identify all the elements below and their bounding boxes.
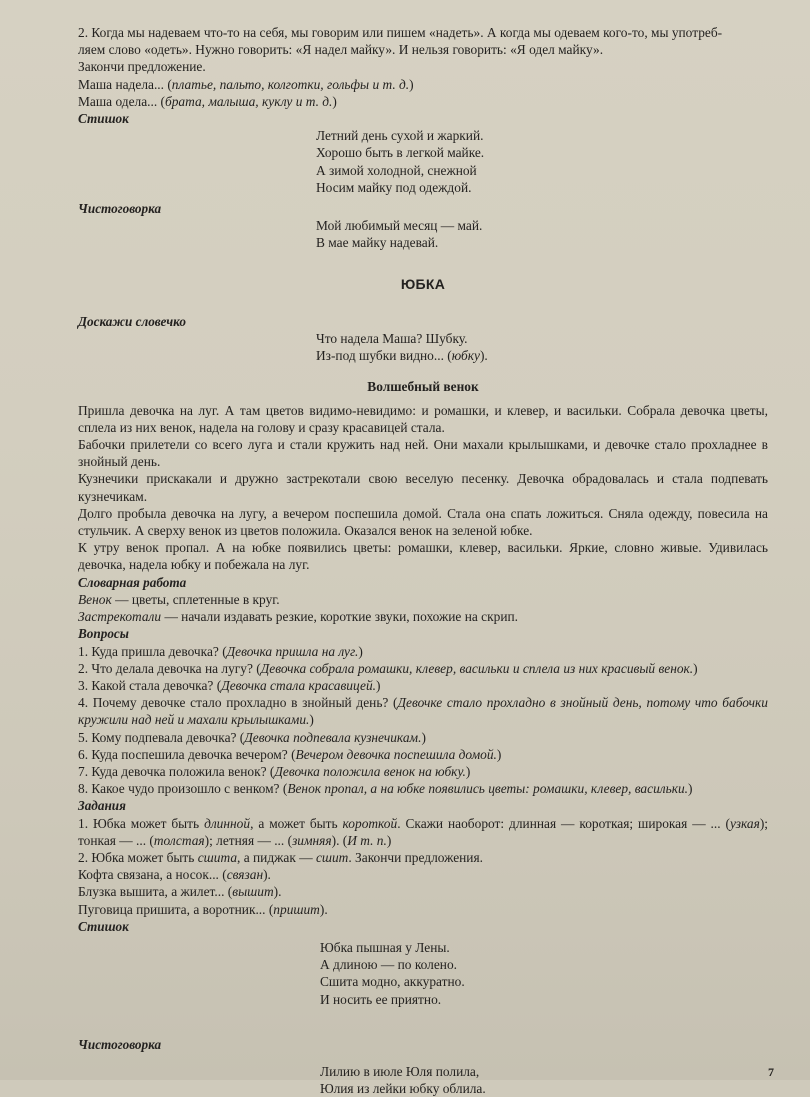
story-body	[78, 402, 768, 574]
question-item: 5. Кому подпевала девочка? (Девочка подпевала кузнечикам.)	[78, 729, 426, 745]
task-finish-sentence: Закончи предложение.	[78, 59, 206, 75]
poem-line: Юбка пышная у Лены.	[320, 939, 450, 955]
story-paragraph: Бабочки прилетели со всего луга и стали кружить над ней. Они махали крылышками, и девочке стало прохладнее в знойный день.	[78, 437, 768, 470]
rule-line-1: 2. Когда мы надеваем что-то на себя, мы говорим или пишем «надеть». А когда мы одеваем кого-то, мы употреб-	[78, 25, 723, 40]
question-item: 3. Какой стала девочка? (Девочка стала красавицей.)	[78, 677, 381, 693]
stishok2-heading: Стишок	[78, 918, 129, 934]
question-item: 4. Почему девочке стало прохладно в знойный день? (Девочке стало прохладно в знойный день, потому что бабочки кружили над ней и махали крылышками.)	[78, 695, 768, 728]
story-paragraph: Кузнечики прискакали и дружно застрекотали свою веселую песенку. Девочка обрадовалась и стала подпевать кузнечикам.	[78, 471, 768, 504]
page-number: 7	[768, 1065, 774, 1079]
voprosy-list	[78, 643, 768, 798]
chistogovorka-yulia	[320, 1063, 768, 1097]
poem-line: Что надела Маша? Шубку.	[316, 331, 468, 347]
question-item: 1. Куда пришла девочка? (Девочка пришла на луг.)	[78, 643, 363, 659]
story-paragraph: Долго пробыла девочка на лугу, а вечером поспешила домой. Стала она спать ложиться. Сняла одежду, повесила на стульчик. А сверху венок из цветов положила. Оказался венок на зеленой юбке.	[78, 505, 768, 539]
chistogovorka2-heading: Чистоговорка	[78, 1036, 162, 1052]
task-line: Пуговица пришита, а воротник... (пришит).	[78, 901, 328, 917]
poem-line: Лилию в июле Юля полила,	[320, 1063, 480, 1079]
task-gender: 2. Юбка может быть сшита, а пиджак — сшит. Закончи предложения.	[78, 849, 483, 865]
poem-line: Из-под шубки видно... (юбку).	[316, 348, 488, 364]
slovar-item: Застрекотали — начали издавать резкие, короткие звуки, похожие на скрип.	[78, 609, 518, 625]
chistogovorka-may	[316, 217, 768, 251]
voprosy-heading: Вопросы	[78, 626, 129, 642]
rule-line-2: ляем слово «одеть». Нужно говорить: «Я надел майку». И нельзя говорить: «Я одел майку».	[78, 42, 604, 58]
poem-line: Мой любимый месяц — май.	[316, 218, 483, 234]
stishok-heading: Стишок	[78, 111, 129, 127]
poem-line: Юлия из лейки юбку облила.	[320, 1081, 486, 1097]
section-title: ЮБКА	[400, 275, 446, 292]
story-title: Волшебный венок	[367, 379, 479, 395]
poem-line: Летний день сухой и жаркий.	[316, 128, 484, 144]
story-paragraph: Пришла девочка на луг. А там цветов видимо-невидимо: и ромашки, и клевер, и васильки. Собрала девочка цветы, сплела из них венок, надела на голову и сразу красавицей стала.	[78, 402, 768, 435]
poem-line: А длиною — по колено.	[320, 957, 458, 973]
hint-nadela: платье, пальто, колготки, гольфы и т. д.	[171, 76, 410, 92]
page-text-column	[78, 24, 768, 1097]
task-antonyms: 1. Юбка может быть длинной, а может быть короткой. Скажи наоборот: длинная — короткая; широкая — ... (узкая); тонкая — ... (толстая); летняя — ... (зимняя). (И т. п.)	[78, 815, 768, 848]
poem-yubka	[320, 939, 768, 1008]
sentence-odela: Маша одела... (брата, малыша, куклу и т. д.)	[78, 93, 337, 109]
slovar-heading: Словарная работа	[78, 574, 187, 590]
hint-odela: брата, малыша, куклу и т. д.	[165, 93, 333, 109]
poem-line: Носим майку под одеждой.	[316, 179, 472, 195]
poem-line: Хорошо быть в легкой майке.	[316, 145, 485, 161]
question-item: 7. Куда девочка положила венок? (Девочка положила венок на юбку.)	[78, 763, 471, 779]
story-paragraph: К утру венок пропал. А на юбке появились цветы: ромашки, клевер, васильки. Яркие, словно живые. Удивилась девочка, надела юбку и побежала на луг.	[78, 540, 768, 573]
task-line: Блузка вышита, а жилет... (вышит).	[78, 884, 282, 900]
poem-line: И носить ее приятно.	[320, 991, 442, 1007]
question-item: 2. Что делала девочка на лугу? (Девочка собрала ромашки, клевер, васильки и сплела из них красивый венок.)	[78, 660, 698, 676]
rule-paragraph	[78, 24, 768, 58]
poem-mayka	[316, 127, 768, 196]
poem-line: Сшита модно, аккуратно.	[320, 974, 465, 990]
slovar-item: Венок — цветы, сплетенные в круг.	[78, 591, 280, 607]
zadaniya-heading: Задания	[78, 798, 126, 814]
chistogovorka-heading: Чистоговорка	[78, 201, 162, 217]
poem-line: В мае майку надевай.	[316, 235, 439, 251]
question-item: 8. Какое чудо произошло с венком? (Венок пропал, а на юбке появились цветы: ромашки, клевер, васильки.)	[78, 781, 693, 797]
doskazhi-heading: Доскажи словечко	[78, 313, 186, 329]
poem-line: А зимой холодной, снежной	[316, 162, 477, 178]
question-item: 6. Куда поспешила девочка вечером? (Вечером девочка поспешила домой.)	[78, 746, 502, 762]
task-line: Кофта связана, а носок... (связан).	[78, 867, 271, 883]
doskazhi-lines	[316, 330, 768, 364]
sentence-nadela: Маша надела... (платье, пальто, колготки, гольфы и т. д.)	[78, 76, 414, 92]
